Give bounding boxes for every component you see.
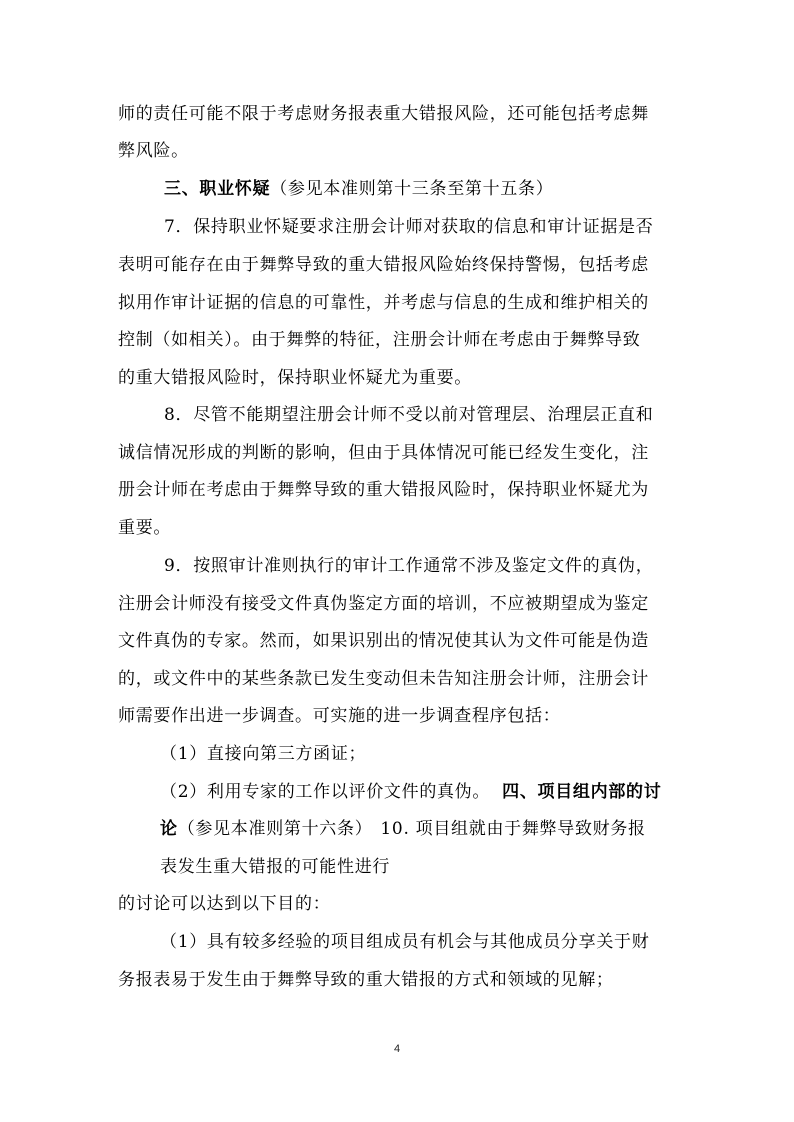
paragraph-line: 务报表易于发生由于舞弊导致的重大错报的方式和领域的见解； — [118, 970, 614, 990]
paragraph-line: 重要。 — [118, 518, 172, 538]
paragraph-line: 的重大错报风险时，保持职业怀疑尤为重要。 — [118, 368, 472, 388]
paragraph-line: 8．尽管不能期望注册会计师不受以前对管理层、治理层正直和 — [164, 405, 654, 425]
heading-reference: （参见本准则第十六条） — [177, 819, 373, 839]
paragraph-line: 拟用作审计证据的信息的可靠性，并考虑与信息的生成和维护相关的 — [118, 293, 649, 313]
section-heading-4: 四、项目组内部的讨 — [502, 782, 662, 802]
paragraph-line: 册会计师在考虑由于舞弊导致的重大错报风险时，保持职业怀疑尤为 — [118, 480, 649, 500]
page-number: 4 — [393, 1043, 401, 1055]
mixed-line-1 — [160, 784, 730, 801]
list-item: （1）直接向第三方函证； — [160, 744, 367, 764]
paragraph-line: 9．按照审计准则执行的审计工作通常不涉及鉴定文件的真伪， — [164, 556, 654, 576]
section-heading-4-continued: 论 — [160, 819, 178, 839]
heading-reference: （参见本准则第十三条至第十五条） — [270, 179, 554, 199]
paragraph-line: 诚信情况形成的判断的影响，但由于具体情况可能已经发生变化，注 — [118, 443, 649, 463]
paragraph-line: 弊风险。 — [118, 141, 189, 161]
paragraph-line: 文件真伪的专家。然而，如果识别出的情况使其认为文件可能是伪造 — [118, 631, 649, 651]
list-item-text: （2）利用专家的工作以评价文件的真伪。 — [160, 782, 491, 802]
paragraph-line: 表明可能存在由于舞弊导致的重大错报风险始终保持警惕，包括考虑 — [118, 255, 649, 275]
paragraph-line: 注册会计师没有接受文件真伪鉴定方面的培训，不应被期望成为鉴定 — [118, 594, 649, 614]
paragraph-line: 师的责任可能不限于考虑财务报表重大错报风险，还可能包括考虑舞 — [118, 104, 649, 124]
paragraph-line: 7．保持职业怀疑要求注册会计师对获取的信息和审计证据是否 — [164, 217, 654, 237]
list-item: （1）具有较多经验的项目组成员有机会与其他成员分享关于财 — [160, 932, 650, 952]
paragraph-line: 师需要作出进一步调查。可实施的进一步调查程序包括： — [118, 706, 561, 726]
heading-title: 三、职业怀疑 — [164, 179, 271, 199]
section-heading-3 — [164, 181, 734, 198]
paragraph-line: 的，或文件中的某些条款已发生变动但未告知注册会计师，注册会计 — [118, 669, 649, 689]
paragraph-line: 控制（如相关）。由于舞弊的特征，注册会计师在考虑由于舞弊导致 — [118, 330, 641, 350]
mixed-line-2 — [160, 821, 730, 838]
paragraph-start: 10. 项目组就由于舞弊导致财务报 — [380, 819, 646, 839]
paragraph-line: 的讨论可以达到以下目的： — [118, 894, 331, 914]
paragraph-line: 表发生重大错报的可能性进行 — [160, 857, 391, 877]
